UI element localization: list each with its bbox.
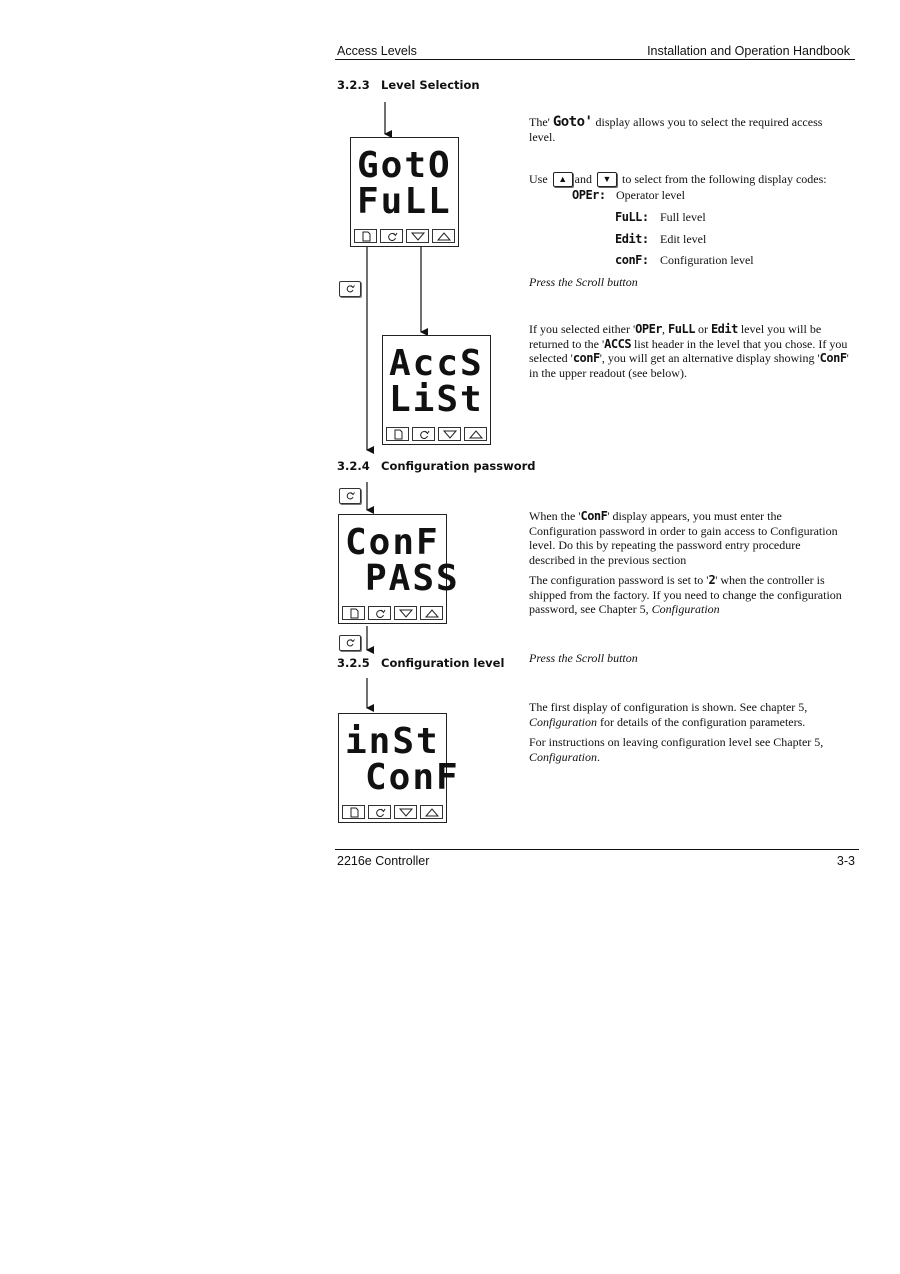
page-icon bbox=[390, 429, 406, 440]
page-icon bbox=[358, 231, 374, 242]
code-label: Full level bbox=[660, 210, 706, 224]
text-run: When the ' bbox=[529, 509, 581, 523]
text-run: The configuration password is set to ' bbox=[529, 573, 709, 587]
text-run: ' when the controller is shipped from the factory. If you need to change the configuration password, see Chapter 5, bbox=[529, 573, 842, 616]
text-run: and bbox=[574, 172, 592, 186]
text-run: For instructions on leaving configuration level see Chapter 5, bbox=[529, 735, 824, 749]
default-password-text bbox=[529, 573, 849, 617]
down-arrow-icon bbox=[442, 429, 458, 440]
display-code: FuLL: bbox=[615, 210, 649, 224]
down-button[interactable] bbox=[394, 805, 417, 819]
down-arrow-icon bbox=[410, 231, 426, 242]
controller-display-accs bbox=[382, 335, 491, 445]
down-button[interactable] bbox=[394, 606, 417, 620]
section-heading-config-password bbox=[337, 459, 536, 473]
code-full bbox=[615, 210, 706, 224]
up-arrow-icon bbox=[436, 231, 452, 242]
upper-readout: ConF bbox=[345, 522, 440, 563]
text-run: , bbox=[662, 322, 669, 336]
up-arrow-icon bbox=[468, 429, 484, 440]
display-code: 2 bbox=[708, 573, 716, 587]
scroll-button[interactable] bbox=[368, 805, 391, 819]
controller-display-inst-conf bbox=[338, 713, 460, 823]
lower-readout: FuLL bbox=[357, 181, 452, 222]
text-run: The first display of configuration is shown. See chapter 5, bbox=[529, 700, 808, 714]
text-run: . bbox=[597, 749, 601, 764]
button-row bbox=[352, 229, 457, 245]
text-run: ' display appears, you must enter the Configuration password in order to gain access to Configuration level. Do this by repeating the password entry procedure described in the previous section bbox=[529, 509, 838, 567]
up-key-icon: ▲ bbox=[553, 172, 573, 187]
text-run: ', you will get an alternative display showing ' bbox=[599, 351, 820, 365]
scroll-key-icon bbox=[339, 488, 361, 504]
display-code: ConF bbox=[580, 509, 608, 523]
controller-display-conf-pass bbox=[338, 514, 460, 624]
scroll-icon bbox=[416, 429, 432, 440]
footer-left: 2216e Controller bbox=[337, 854, 430, 868]
upper-readout: inSt bbox=[345, 721, 440, 762]
text-run: list header in the level that you chose. If you selected ' bbox=[529, 336, 848, 365]
header-left: Access Levels bbox=[337, 44, 417, 58]
up-arrow-icon bbox=[424, 807, 440, 818]
use-keys-text bbox=[529, 172, 849, 187]
page-button[interactable] bbox=[342, 606, 365, 620]
password-entry-text bbox=[529, 509, 849, 567]
text-run: Configuration bbox=[529, 749, 598, 764]
display-code: Goto' bbox=[552, 114, 593, 130]
text-run: Configuration bbox=[651, 602, 720, 616]
display-code: OPEr: bbox=[572, 188, 606, 202]
up-button[interactable] bbox=[464, 427, 487, 441]
scroll-icon bbox=[384, 231, 400, 242]
controller-display-goto bbox=[350, 137, 459, 247]
config-leave-text bbox=[529, 735, 849, 764]
config-first-display-text bbox=[529, 700, 849, 729]
display-code: FuLL bbox=[668, 322, 695, 336]
text-run: If you selected either ' bbox=[529, 322, 636, 336]
code-label: Operator level bbox=[616, 188, 685, 202]
text-run: or bbox=[694, 322, 711, 336]
scroll-button[interactable] bbox=[368, 606, 391, 620]
scroll-button[interactable] bbox=[412, 427, 435, 441]
header-right: Installation and Operation Handbook bbox=[647, 44, 850, 58]
page-button[interactable] bbox=[342, 805, 365, 819]
footer-rule bbox=[335, 849, 859, 850]
section-number: 3.2.5 bbox=[337, 656, 370, 670]
section-number: 3.2.4 bbox=[337, 459, 370, 473]
upper-readout: GotO bbox=[357, 145, 452, 186]
lower-readout: ConF bbox=[365, 757, 460, 798]
display-code: Edit: bbox=[615, 232, 649, 246]
section-title: Configuration password bbox=[381, 459, 536, 473]
button-row bbox=[384, 427, 489, 443]
code-label: Configuration level bbox=[660, 253, 754, 267]
text-run: The' bbox=[529, 115, 550, 129]
code-edit bbox=[615, 232, 706, 246]
scroll-button[interactable] bbox=[380, 229, 403, 243]
lower-readout: LiSt bbox=[389, 379, 484, 420]
press-scroll-instruction: Press the Scroll button bbox=[529, 275, 638, 289]
code-conf bbox=[615, 253, 754, 267]
up-button[interactable] bbox=[432, 229, 455, 243]
section-title: Level Selection bbox=[381, 78, 480, 92]
button-row bbox=[340, 606, 445, 622]
text-run: level you will be returned to the ' bbox=[529, 322, 822, 351]
scroll-icon bbox=[372, 608, 388, 619]
scroll-key-icon bbox=[339, 281, 361, 297]
scroll-icon bbox=[372, 807, 388, 818]
text-run: Configuration bbox=[529, 714, 598, 729]
display-code: OPEr bbox=[635, 322, 663, 336]
up-button[interactable] bbox=[420, 805, 443, 819]
down-arrow-icon bbox=[398, 807, 414, 818]
selection-result-text bbox=[529, 322, 849, 380]
page-icon bbox=[346, 807, 362, 818]
goto-intro bbox=[529, 115, 849, 144]
button-row bbox=[340, 805, 445, 821]
text-run: ' in the upper readout (see below). bbox=[529, 351, 849, 380]
display-code: conF: bbox=[615, 253, 649, 267]
down-button[interactable] bbox=[438, 427, 461, 441]
page-button[interactable] bbox=[354, 229, 377, 243]
section-number: 3.2.3 bbox=[337, 78, 370, 92]
press-scroll-instruction: Press the Scroll button bbox=[529, 651, 638, 665]
code-oper bbox=[572, 188, 685, 202]
lower-readout: PASS bbox=[365, 558, 460, 599]
page-icon bbox=[346, 608, 362, 619]
page-button[interactable] bbox=[386, 427, 409, 441]
code-label: Edit level bbox=[660, 232, 707, 246]
upper-readout: AccS bbox=[389, 343, 484, 384]
display-code: conF bbox=[572, 351, 600, 365]
section-heading-config-level bbox=[337, 656, 504, 670]
display-code: ConF bbox=[819, 351, 847, 365]
text-run: for details of the configuration parameters. bbox=[597, 714, 806, 729]
display-code: ACCS bbox=[604, 336, 632, 351]
section-title: Configuration level bbox=[381, 656, 505, 670]
page-number: 3-3 bbox=[836, 854, 855, 868]
down-key-icon: ▼ bbox=[597, 172, 617, 187]
down-arrow-icon bbox=[398, 608, 414, 619]
down-button[interactable] bbox=[406, 229, 429, 243]
scroll-key-icon bbox=[339, 635, 361, 651]
text-run: Use bbox=[529, 172, 548, 186]
text-run: display allows you to select the required access level. bbox=[529, 115, 823, 144]
up-arrow-icon bbox=[424, 608, 440, 619]
text-run: to select from the following display codes: bbox=[622, 172, 827, 186]
up-button[interactable] bbox=[420, 606, 443, 620]
display-code: Edit bbox=[710, 322, 738, 336]
